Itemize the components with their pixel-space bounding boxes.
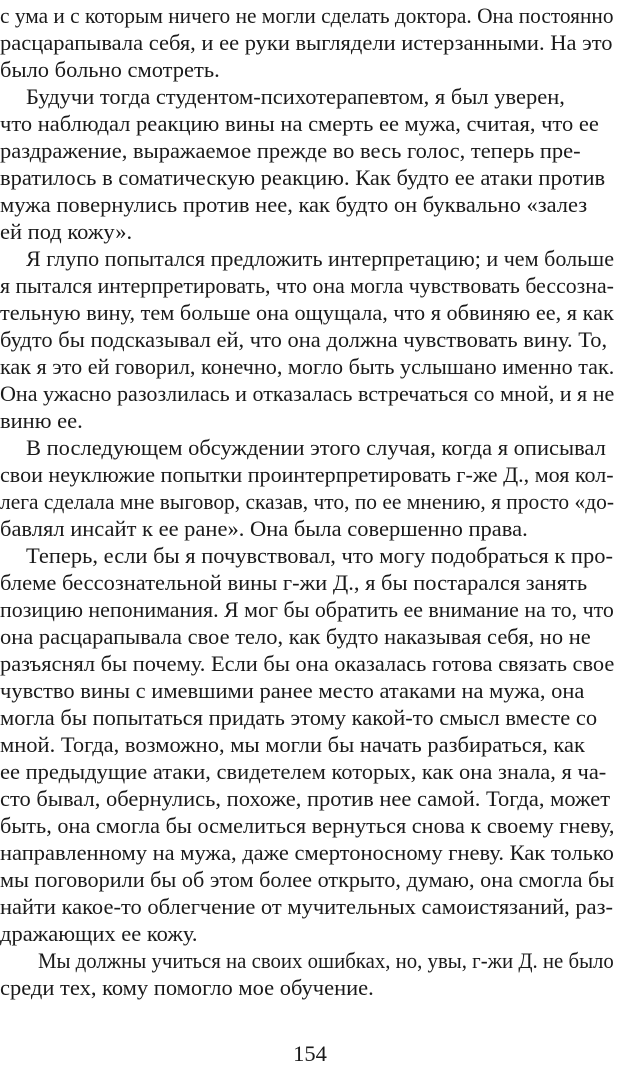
text-line: среди тех, кому помогло мое обучение.	[0, 975, 374, 1000]
page-number: 154	[293, 1041, 327, 1066]
text-line: вратилось в соматическую реакцию. Как будто ее атаки против	[0, 165, 606, 190]
text-line: расцарапывала себя, и ее руки выглядели истерзанными. На это	[0, 30, 613, 55]
text-line: В последующем обсуждении этого случая, когда я описывал	[26, 435, 606, 460]
text-line: мужа повернулись против нее, как будто он буквально «залез	[0, 192, 588, 217]
text-line: виню ее.	[0, 408, 83, 433]
text-line: быть, она смогла бы осмелиться вернуться снова к своему гневу,	[0, 813, 615, 838]
text-line: Мы должны учиться на своих ошибках, но, увы, г-жи Д. не было	[38, 948, 614, 973]
text-line: найти какое-то облегчение от мучительных самоистязаний, раз-	[0, 894, 614, 919]
text-line: разъяснял бы почему. Если бы она оказалась готова связать свое	[0, 651, 615, 676]
text-line: Теперь, если бы я почувствовал, что могу подобраться к про-	[26, 543, 613, 568]
text-line: сто бывал, обернулись, похоже, против нее самой. Тогда, может	[0, 786, 611, 811]
text-line: как я это ей говорил, конечно, могло быть услышано именно так.	[0, 354, 615, 379]
text-line: ее предыдущие атаки, свидетелем которых, как она знала, я ча-	[0, 759, 607, 784]
text-line: чувство вины с имевшими ранее место атаками на мужа, она	[0, 678, 585, 703]
text-line: я пытался интерпретировать, что она могла чувствовать бессозна-	[0, 273, 614, 298]
text-line: ей под кожу».	[0, 219, 133, 244]
text-line: Она ужасно разозлилась и отказалась встречаться со мной, и я не	[0, 381, 615, 406]
text-line: направленному на мужа, даже смертоносному гневу. Как только	[0, 840, 614, 865]
text-line: лега сделала мне выговор, сказав, что, по ее мнению, я просто «до-	[0, 489, 614, 514]
text-line: будто бы подсказывал ей, что она должна чувствовать вину. То,	[0, 327, 608, 352]
text-line: могла бы попытаться придать этому какой-то смысл вместе со	[0, 705, 598, 730]
text-line: Я глупо попытался предложить интерпретацию; и чем больше	[26, 246, 615, 271]
text-line: мной. Тогда, возможно, мы могли бы начать разбираться, как	[0, 732, 585, 757]
text-line: бавлял инсайт к ее ране». Она была совершенно права.	[0, 516, 528, 541]
text-line: раздражение, выражаемое прежде во весь голос, теперь пре-	[0, 138, 581, 163]
text-line: дражающих ее кожу.	[0, 921, 198, 946]
text-line: мы поговорили бы об этом более открыто, думаю, она смогла бы	[0, 867, 615, 892]
text-line: блеме бессознательной вины г-жи Д., я бы постарался занять	[0, 570, 588, 595]
text-line: тельную вину, тем больше она ощущала, что я обвиняю ее, я как	[0, 300, 614, 325]
text-line: было больно смотреть.	[0, 57, 220, 82]
text-line: с ума и с которым ничего не могли сделать доктора. Она постоянно	[0, 3, 614, 28]
text-line: что наблюдал реакцию вины на смерть ее мужа, считая, что ее	[0, 111, 599, 136]
text-line: она расцарапывала свое тело, как будто наказывая себя, но не	[0, 624, 591, 649]
text-line: Будучи тогда студентом-психотерапевтом, я был уверен,	[26, 84, 565, 109]
text-line: позицию непонимания. Я мог бы обратить ее внимание на то, что	[0, 597, 614, 622]
text-line: свои неуклюжие попытки проинтерпретировать г-же Д., моя кол-	[0, 462, 614, 487]
